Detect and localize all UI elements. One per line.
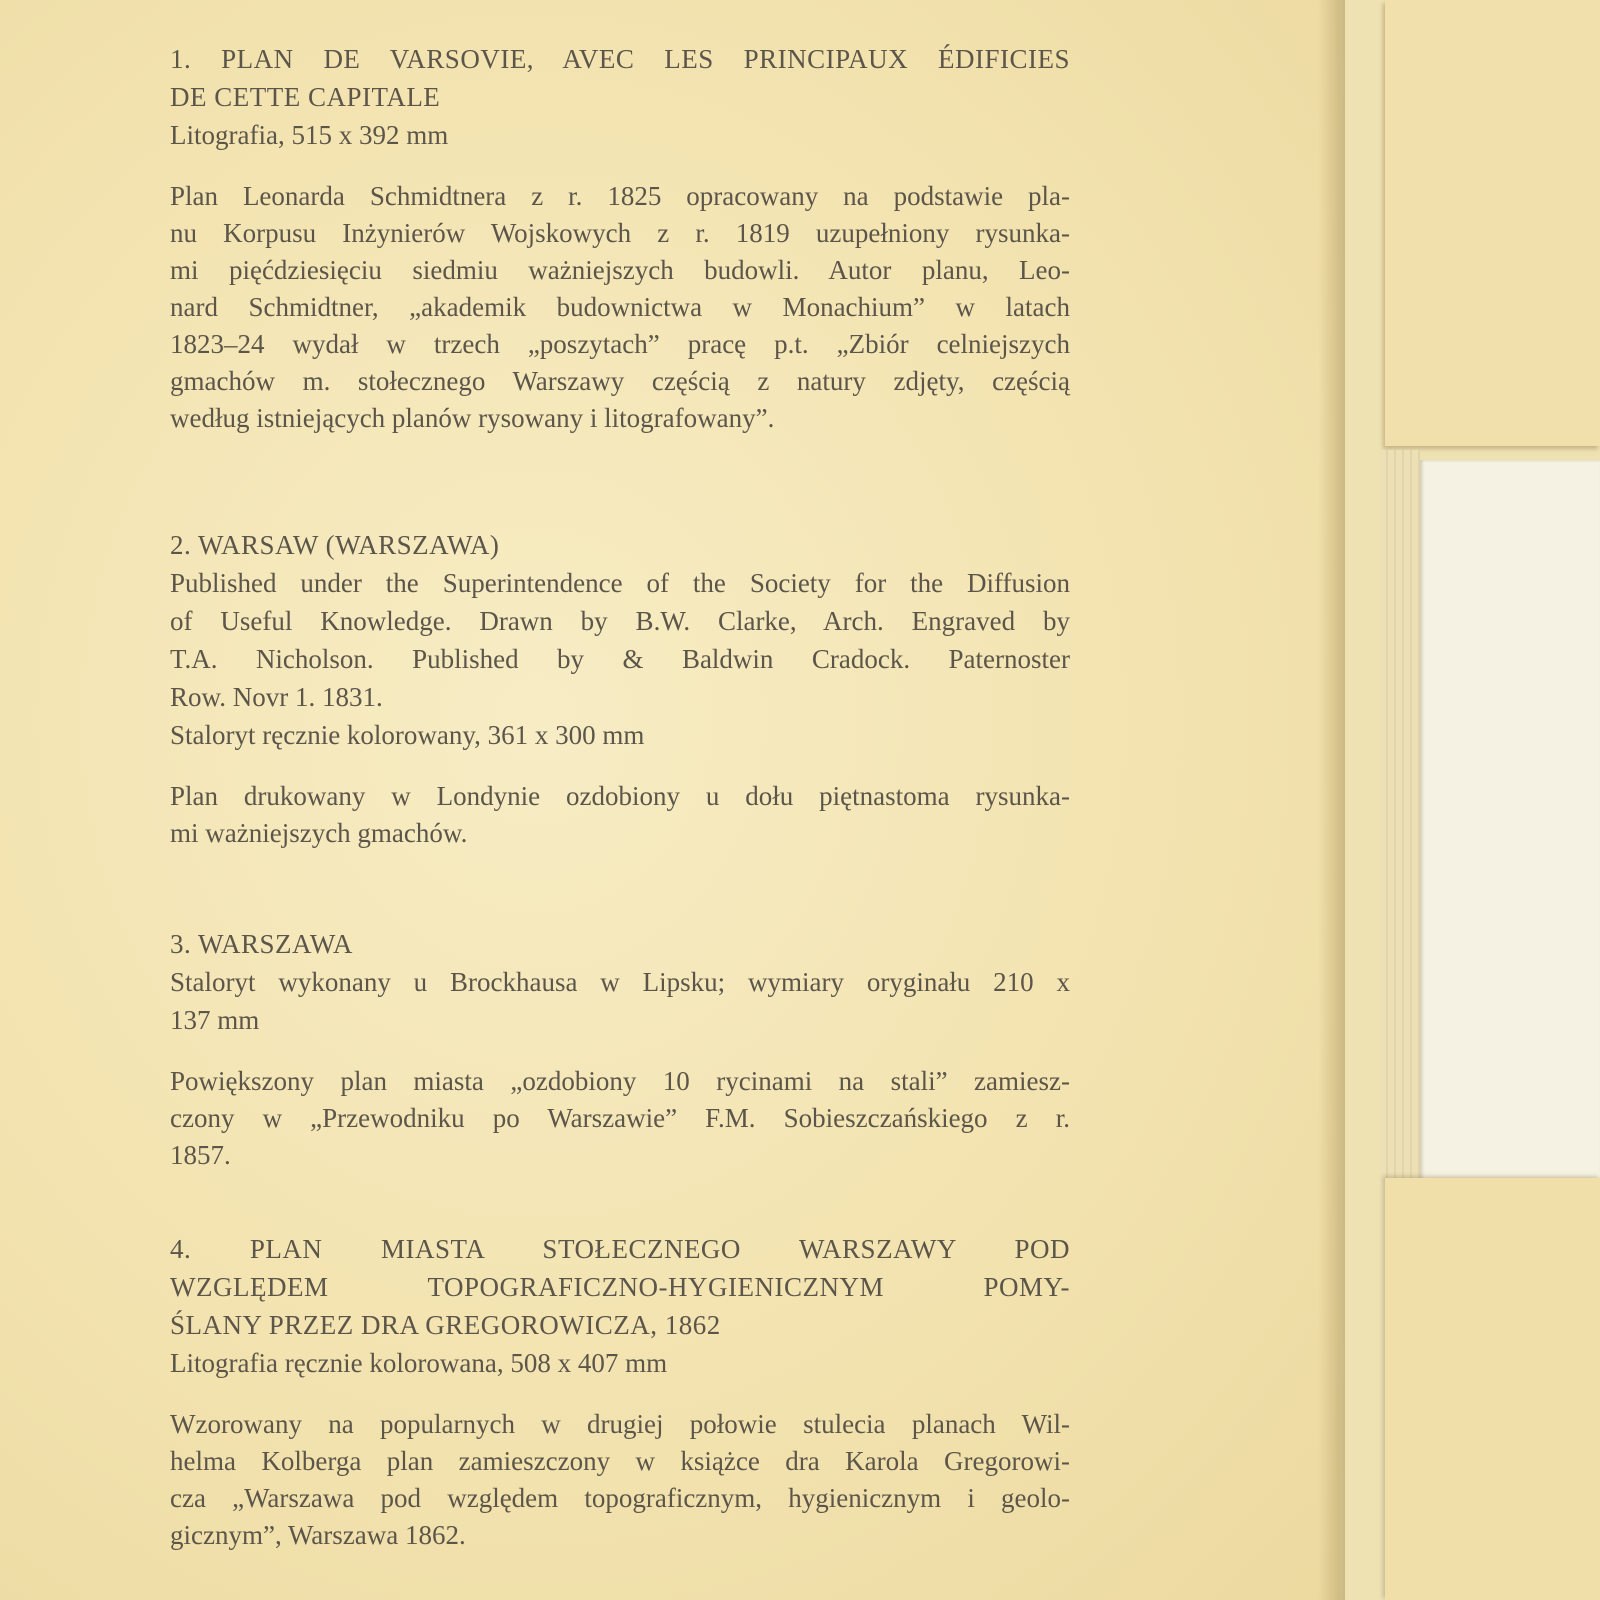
bottom-paper-flap (1385, 1178, 1600, 1600)
heading-line: DE CETTE CAPITALE (170, 82, 441, 112)
heading-line: 3. WARSZAWA (170, 929, 353, 959)
description-line: gmachów m. stołecznego Warszawy częścią z natury zdjęty, częścią (170, 366, 1070, 396)
description-line: nu Korpusu Inżynierów Wojskowych z r. 1819 uzupełniony rysunka- (170, 218, 1070, 248)
entry-medium (170, 963, 1070, 1039)
medium-line: of Useful Knowledge. Drawn by B.W. Clarke, Arch. Engraved by (170, 606, 1070, 636)
entry-description (170, 1406, 1070, 1554)
description-line: Plan Leonarda Schmidtnera z r. 1825 opracowany na podstawie pla- (170, 181, 1070, 211)
description-line: cza „Warszawa pod względem topograficznym, hygienicznym i geolo- (170, 1483, 1070, 1513)
entry-description (170, 178, 1070, 437)
description-line: według istniejących planów rysowany i litografowany”. (170, 403, 775, 433)
entry-heading (170, 526, 1070, 564)
medium-line: Published under the Superintendence of the Society for the Diffusion (170, 568, 1070, 598)
medium-line: Litografia, 515 x 392 mm (170, 120, 449, 150)
entry-description (170, 778, 1070, 852)
heading-line: 2. WARSAW (WARSZAWA) (170, 530, 500, 560)
medium-line: Staloryt ręcznie kolorowany, 361 x 300 mm (170, 720, 645, 750)
description-line: mi ważniejszych gmachów. (170, 818, 468, 848)
description-line: 1823–24 wydał w trzech „poszytach” pracę p.t. „Zbiór celniejszych (170, 329, 1070, 359)
medium-line: Litografia ręcznie kolorowana, 508 x 407 mm (170, 1348, 668, 1378)
entry-heading (170, 40, 1070, 116)
entry-medium (170, 116, 1070, 154)
entry-heading (170, 925, 1070, 963)
medium-line: T.A. Nicholson. Published by & Baldwin Cradock. Paternoster (170, 644, 1070, 674)
medium-line: 137 mm (170, 1005, 260, 1035)
white-insert-sheet (1420, 460, 1600, 1180)
catalog-entry-4 (170, 1230, 1070, 1554)
catalog-entry-1 (170, 40, 1070, 437)
description-line: Plan drukowany w Londynie ozdobiony u dołu piętnastoma rysunka- (170, 781, 1070, 811)
medium-line: Staloryt wykonany u Brockhausa w Lipsku; wymiary oryginału 210 x (170, 967, 1070, 997)
heading-line: 1. PLAN DE VARSOVIE, AVEC LES PRINCIPAUX ÉDIFICIES (170, 44, 1070, 74)
top-paper-flap (1385, 0, 1600, 446)
description-line: czony w „Przewodniku po Warszawie” F.M. Sobieszczańskiego z r. (170, 1103, 1070, 1133)
description-line: 1857. (170, 1140, 231, 1170)
entry-heading (170, 1230, 1070, 1344)
entry-medium (170, 1344, 1070, 1382)
entry-medium (170, 564, 1070, 754)
description-line: gicznym”, Warszawa 1862. (170, 1520, 466, 1550)
description-line: Wzorowany na popularnych w drugiej połowie stulecia planach Wil- (170, 1409, 1070, 1439)
description-line: nard Schmidtner, „akademik budownictwa w Monachium” w latach (170, 292, 1070, 322)
catalog-entry-2 (170, 526, 1070, 852)
description-line: Powiększony plan miasta „ozdobiony 10 rycinami na stali” zamiesz- (170, 1066, 1070, 1096)
heading-line: ŚLANY PRZEZ DRA GREGOROWICZA, 1862 (170, 1310, 721, 1340)
entry-description (170, 1063, 1070, 1174)
catalog-entry-3 (170, 925, 1070, 1174)
heading-line: 4. PLAN MIASTA STOŁECZNEGO WARSZAWY POD (170, 1234, 1070, 1264)
medium-line: Row. Novr 1. 1831. (170, 682, 383, 712)
book-spine-shadow (1318, 0, 1348, 1600)
description-line: mi pięćdziesięciu siedmiu ważniejszych budowli. Autor planu, Leo- (170, 255, 1070, 285)
heading-line: WZGLĘDEM TOPOGRAFICZNO-HYGIENICZNYM POMY- (170, 1272, 1070, 1302)
description-line: helma Kolberga plan zamieszczony w książce dra Karola Gregorowi- (170, 1446, 1070, 1476)
